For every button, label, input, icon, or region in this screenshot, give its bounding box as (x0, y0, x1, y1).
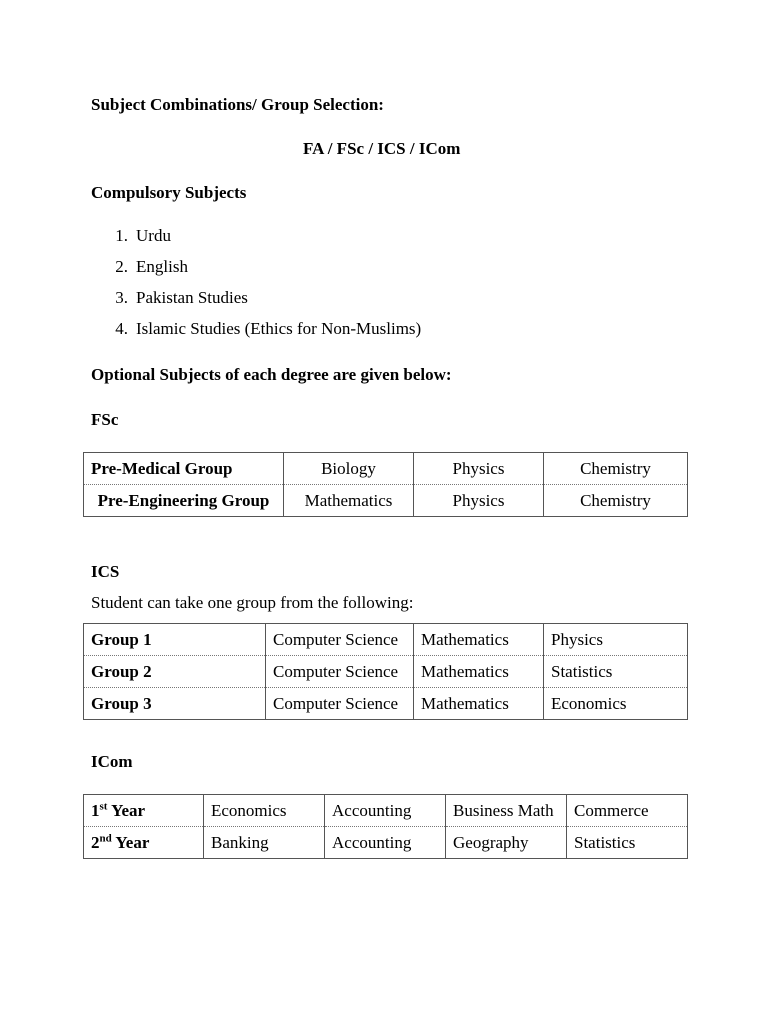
ics-title: ICS (91, 562, 120, 581)
degrees-subtitle: FA / FSc / ICS / ICom (303, 139, 461, 158)
subject-cell: Physics (544, 624, 688, 656)
group-cell: Group 2 (84, 656, 266, 688)
list-item: 4. Islamic Studies (Ethics for Non-Muslims) (115, 319, 422, 338)
subject-cell: Statistics (567, 827, 688, 859)
subject-cell: Geography (446, 827, 567, 859)
ics-note: Student can take one group from the following: (91, 593, 414, 612)
year-cell: 1st Year (84, 795, 204, 827)
fsc-table (83, 452, 688, 517)
subject-cell: Physics (414, 485, 544, 517)
table-row (84, 827, 688, 859)
group-cell: Pre-Medical Group (84, 453, 284, 485)
subject-cell: Statistics (544, 656, 688, 688)
subject-cell: Mathematics (284, 485, 414, 517)
subject-cell: Economics (544, 688, 688, 720)
group-cell: Pre-Engineering Group (84, 485, 284, 517)
list-item: 3. Pakistan Studies (115, 288, 248, 307)
table-row (84, 624, 688, 656)
subject-cell: Computer Science (266, 624, 414, 656)
year-cell: 2nd Year (84, 827, 204, 859)
page-heading: Subject Combinations/ Group Selection: (91, 95, 384, 114)
subject-cell: Economics (204, 795, 325, 827)
group-cell: Group 3 (84, 688, 266, 720)
subject-cell: Computer Science (266, 688, 414, 720)
table-row (84, 688, 688, 720)
group-cell: Group 1 (84, 624, 266, 656)
subject-cell: Computer Science (266, 656, 414, 688)
list-item: 1. Urdu (115, 226, 171, 245)
icom-title: ICom (91, 752, 133, 771)
subject-cell: Chemistry (544, 453, 688, 485)
subject-cell: Commerce (567, 795, 688, 827)
subject-cell: Accounting (325, 827, 446, 859)
icom-table (83, 794, 688, 859)
subject-cell: Mathematics (414, 688, 544, 720)
subject-cell: Mathematics (414, 624, 544, 656)
compulsory-title: Compulsory Subjects (91, 183, 247, 202)
subject-cell: Chemistry (544, 485, 688, 517)
list-item: 2. English (115, 257, 188, 276)
subject-cell: Physics (414, 453, 544, 485)
subject-cell: Mathematics (414, 656, 544, 688)
subject-cell: Accounting (325, 795, 446, 827)
subject-cell: Banking (204, 827, 325, 859)
table-row (84, 795, 688, 827)
table-row (84, 656, 688, 688)
subject-cell: Business Math (446, 795, 567, 827)
ics-table (83, 623, 688, 720)
table-row (84, 485, 688, 517)
subject-cell: Biology (284, 453, 414, 485)
table-row (84, 453, 688, 485)
fsc-title: FSc (91, 410, 119, 429)
optional-title: Optional Subjects of each degree are given below: (91, 365, 452, 384)
compulsory-list (90, 225, 421, 349)
